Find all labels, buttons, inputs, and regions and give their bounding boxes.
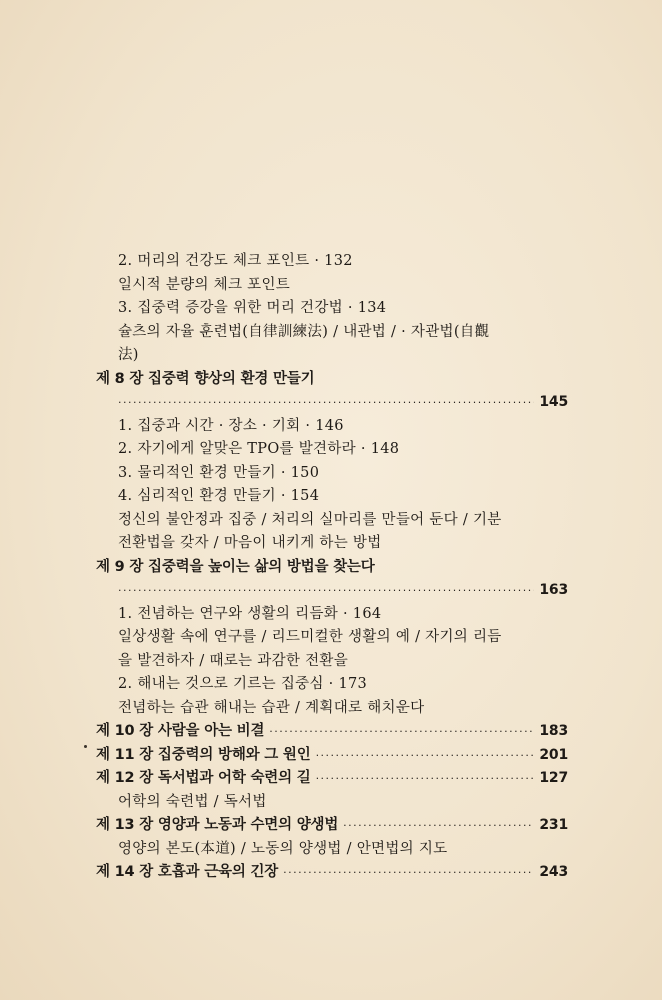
toc-section: 2. 해내는 것으로 기르는 집중심 · 173 xyxy=(118,676,368,692)
toc-subtopics: 法) xyxy=(118,347,139,363)
toc-chapter-10 xyxy=(96,720,568,744)
toc-section: 3. 물리적인 환경 만들기 · 150 xyxy=(118,464,320,481)
toc-subtopics: 일시적 분량의 체크 포인트 xyxy=(118,276,291,293)
chapter-title: 제 13 장 영양과 노동과 수면의 양생법 xyxy=(96,817,339,833)
toc-subtopics: 전환법을 갖자 / 마음이 내키게 하는 방법 xyxy=(118,535,382,551)
toc-chapter-13 xyxy=(96,814,568,838)
chapter-page-number: 183 xyxy=(539,723,568,739)
toc-section: 1. 전념하는 연구와 생활의 리듬화 · 164 xyxy=(118,605,382,622)
toc-chapter-9-page-row xyxy=(96,579,568,603)
dot-leader xyxy=(343,814,534,838)
chapter-page-number: 231 xyxy=(539,817,568,833)
toc-chapter-14 xyxy=(96,861,568,885)
toc-section: 4. 심리적인 환경 만들기 · 154 xyxy=(118,488,320,504)
toc-chapter-12 xyxy=(96,767,568,791)
chapter-page-number: 163 xyxy=(539,582,568,598)
chapter-title: 제 14 장 호흡과 근육의 긴장 xyxy=(96,864,279,880)
toc-subtopics: 일상생활 속에 연구를 / 리드미컬한 생활의 예 / 자기의 리듬 xyxy=(118,629,502,645)
chapter-page-number: 243 xyxy=(539,864,568,880)
toc-chapter-11 xyxy=(96,744,568,768)
toc-section: 3. 집중력 증강을 위한 머리 건강법 · 134 xyxy=(118,300,387,316)
print-speck xyxy=(84,745,87,748)
toc-chapter-8-page-row xyxy=(96,391,568,415)
toc-section: 2. 머리의 건강도 체크 포인트 · 132 xyxy=(118,253,353,269)
toc-subtopics: 을 발견하자 / 때로는 과감한 전환을 xyxy=(118,652,349,669)
dot-leader xyxy=(118,391,534,415)
dot-leader xyxy=(283,861,534,885)
toc-section: 2. 자기에게 알맞은 TPO를 발견하라 · 148 xyxy=(118,441,400,457)
chapter-page-number: 127 xyxy=(539,770,568,786)
toc-subtopics: 슐츠의 자율 훈련법(自律訓練法) / 내관법 / · 자관법(自觀 xyxy=(118,323,490,340)
dot-leader xyxy=(316,744,535,768)
toc-subtopics: 영양의 본도(本道) / 노동의 양생법 / 안면법의 지도 xyxy=(118,840,448,857)
chapter-title: 제 11 장 집중력의 방해와 그 원인 xyxy=(96,746,311,763)
toc-subtopics: 전념하는 습관 해내는 습관 / 계획대로 해치운다 xyxy=(118,699,425,716)
toc-chapter-9: 제 9 장 집중력을 높이는 삶의 방법을 찾는다 xyxy=(96,558,375,575)
toc-subtopics: 어학의 숙련법 / 독서법 xyxy=(118,793,267,810)
chapter-page-number: 201 xyxy=(539,746,568,763)
chapter-title: 제 12 장 독서법과 어학 숙련의 길 xyxy=(96,770,311,786)
chapter-page-number: 145 xyxy=(539,394,568,410)
table-of-contents xyxy=(96,250,568,885)
chapter-title: 제 10 장 사람을 아는 비결 xyxy=(96,723,265,739)
dot-leader xyxy=(269,720,534,744)
dot-leader xyxy=(118,579,534,603)
toc-section: 1. 집중과 시간 · 장소 · 기회 · 146 xyxy=(118,417,344,434)
toc-chapter-8: 제 8 장 집중력 향상의 환경 만들기 xyxy=(96,370,315,387)
dot-leader xyxy=(316,767,535,791)
toc-subtopics: 정신의 불안정과 집중 / 처리의 실마리를 만들어 둔다 / 기분 xyxy=(118,511,502,528)
